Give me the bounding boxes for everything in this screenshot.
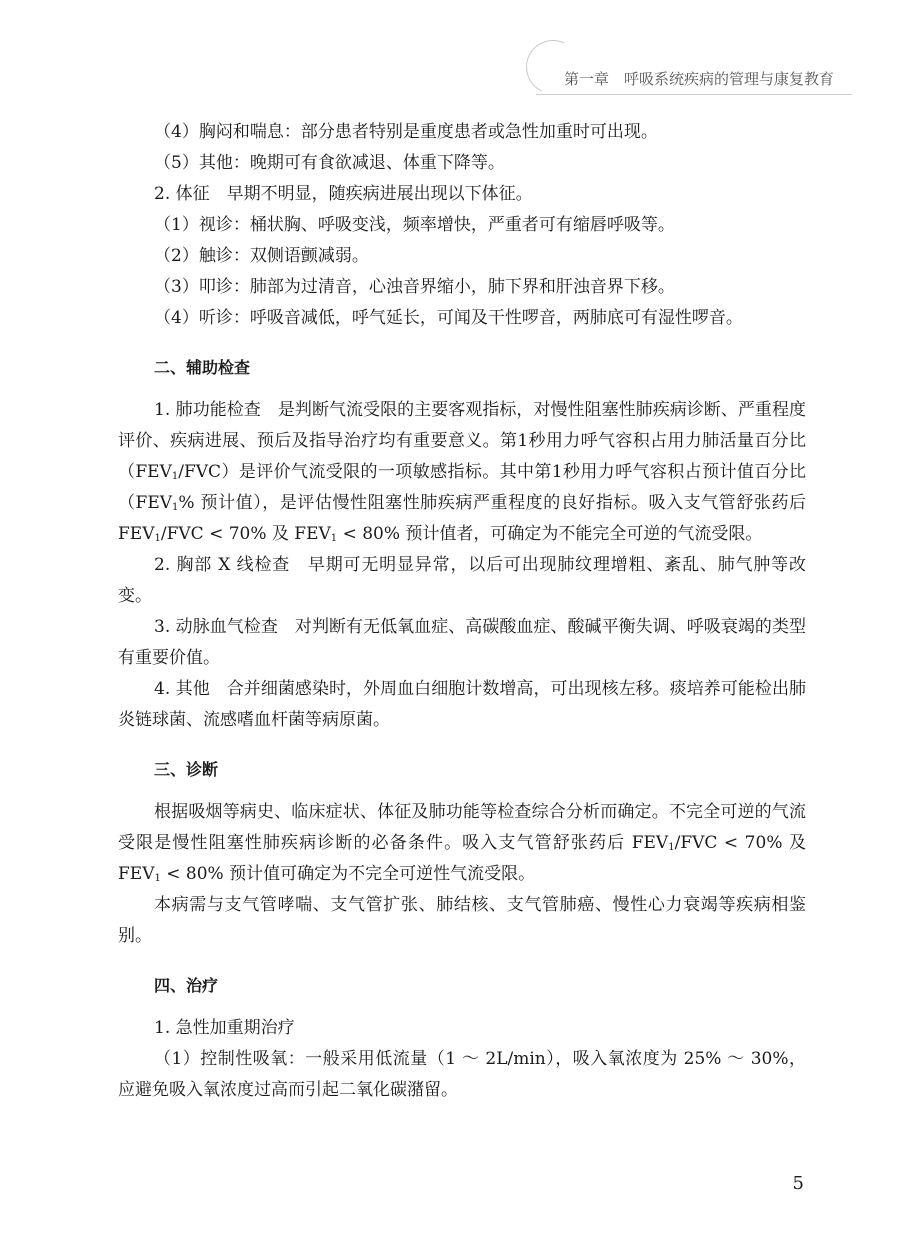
header-arc-decoration xyxy=(518,32,587,101)
line-inspection: （1）视诊：桶状胸、呼吸变浅，频率增快，严重者可有缩唇呼吸等。 xyxy=(154,215,675,235)
paragraph-lung-function: 1. 肺功能检查 是判断气流受限的主要客观指标，对慢性阻塞性肺疾病诊断、严重程度评价、疾病进展、预后及指导治疗均有重要意义。第1秒用力呼气容积占用力肺活量百分比$(FEV_1/FVC)$是评价气流受限的一项敏感指标。其中第1秒用力呼气容积占预计值百分比（$FEV_1\%$ 预计值），是评估慢性阻塞性肺疾病严重程度的良好指标。吸入支气管舒张药后 $FEV_1$/FVC < 70% 及 $FEV_1 < 80\%$ 预计值者，可确定为不能完全可逆的气流受限。 xyxy=(118,400,807,544)
paragraph-chest-xray: 2. 胸部 X 线检查 早期可无明显异常，以后可出现肺纹理增粗、紊乱、肺气肿等改变。 xyxy=(118,555,806,606)
line-other-symptoms: （5）其他：晚期可有食欲减退、体重下降等。 xyxy=(154,153,505,173)
paragraph-diagnosis: 根据吸烟等病史、临床症状、体征及肺功能等检查综合分析而确定。不完全可逆的气流受限是慢性阻塞性肺疾病诊断的必备条件。吸入支气管舒张药后 $FEV_1$/FVC < 70% 及 $FEV_1 < 80\%$ 预计值可确定为不完全可逆性气流受限。 xyxy=(118,802,806,884)
paragraph-differential: 本病需与支气管哮喘、支气管扩张、肺结核、支气管肺癌、慢性心力衰竭等疾病相鉴别。 xyxy=(118,895,806,946)
line-percussion: （3）叩诊：肺部为过清音，心浊音界缩小，肺下界和肝浊音界下移。 xyxy=(154,277,675,297)
line-palpation: （2）触诊：双侧语颤减弱。 xyxy=(154,246,369,266)
line-acute-treatment: 1. 急性加重期治疗 xyxy=(154,1018,295,1038)
line-signs: 2. 体征 早期不明显，随疾病进展出现以下体征。 xyxy=(154,184,533,204)
line-auscultation: （4）听诊：呼吸音减低，呼气延长，可闻及干性啰音，两肺底可有湿性啰音。 xyxy=(154,308,743,328)
section-heading-treatment: 四、治疗 xyxy=(154,976,219,995)
line-chest-tightness: （4）胸闷和喘息：部分患者特别是重度患者或急性加重时可出现。 xyxy=(154,122,658,142)
chapter-title: 第一章 呼吸系统疾病的管理与康复教育 xyxy=(564,70,835,88)
section-heading-auxiliary-exam: 二、辅助检查 xyxy=(154,358,251,377)
running-header xyxy=(522,40,852,96)
paragraph-oxygen-therapy: （1）控制性吸氧：一般采用低流量（1 ～ 2L/min），吸入氧浓度为 25% ～ 30%，应避免吸入氧浓度过高而引起二氧化碳潴留。 xyxy=(118,1049,806,1100)
section-heading-diagnosis: 三、诊断 xyxy=(154,760,219,779)
paragraph-blood-gas: 3. 动脉血气检查 对判断有无低氧血症、高碳酸血症、酸碱平衡失调、呼吸衰竭的类型有重要价值。 xyxy=(118,617,806,668)
paragraph-other-exam: 4. 其他 合并细菌感染时，外周血白细胞计数增高，可出现核左移。痰培养可能检出肺炎链球菌、流感嗜血杆菌等病原菌。 xyxy=(118,679,806,730)
page-body xyxy=(118,117,806,1106)
header-rule xyxy=(536,94,852,95)
page-number: 5 xyxy=(792,1173,804,1194)
